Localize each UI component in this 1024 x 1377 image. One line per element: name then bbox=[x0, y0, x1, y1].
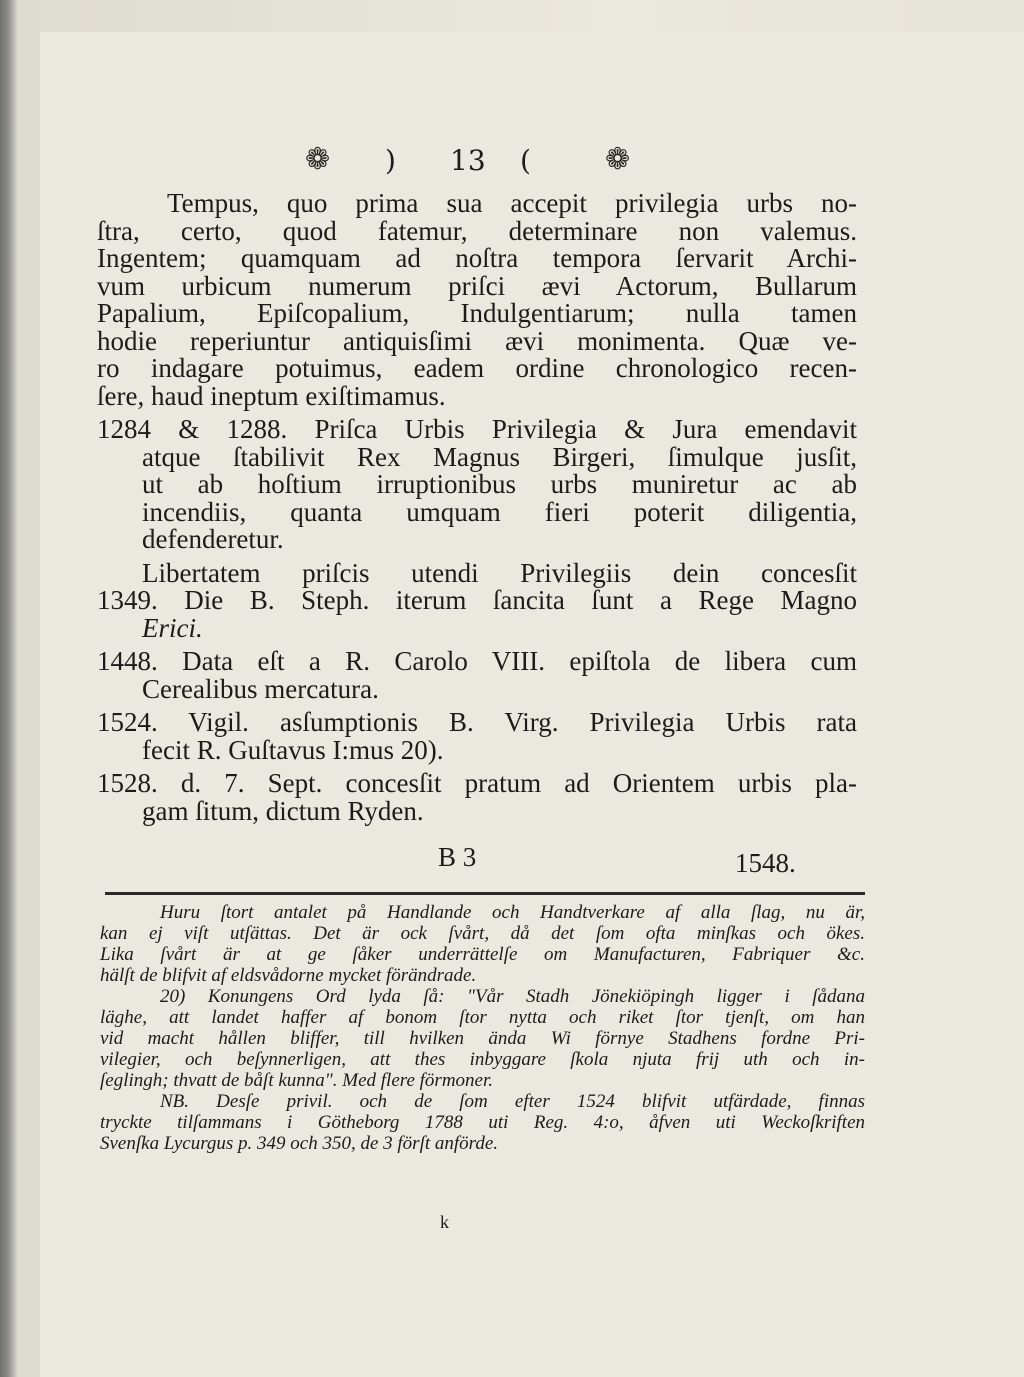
page-header bbox=[40, 142, 1024, 192]
footnote-line: Svenſka Lycurgus p. 349 och 350, de 3 förſt anförde. bbox=[100, 1133, 499, 1154]
footnote-line: Huru ſtort antalet på Handlande och Handtverkare af alla ſlag, nu är, bbox=[160, 902, 865, 923]
chronology-entry-1349 bbox=[97, 557, 857, 643]
footnote-divider bbox=[105, 892, 865, 895]
page-number: 13 bbox=[450, 144, 486, 177]
catchword: 1548. bbox=[735, 848, 796, 878]
text-line: 1349. Die B. Steph. iterum ſancita ſunt a Rege Magno bbox=[97, 585, 857, 615]
text-line: ro indagare potuimus, eadem ordine chronologico recen- bbox=[97, 353, 857, 383]
text-line: Tempus, quo prima sua accepit privilegia urbs no- bbox=[167, 188, 857, 218]
text-line: Libertatem priſcis utendi Privilegiis dein concesſit bbox=[142, 557, 857, 588]
text-line: 1284 & 1288. Priſca Urbis Privilegia & Jura emendavit bbox=[97, 414, 857, 444]
footnote-line: vid macht hållen bliffer, till hvilken ända Wi förnye Stadhens fordne Pri- bbox=[100, 1028, 865, 1049]
ornament-right-icon: ❁ bbox=[605, 142, 631, 177]
text-line: 1528. d. 7. Sept. concesſit pratum ad Orientem urbis pla- bbox=[97, 768, 857, 798]
chronology-entry-1284 bbox=[97, 416, 857, 554]
text-line: 1448. Data eſt a R. Carolo VIII. epiſtola de libera cum bbox=[97, 646, 857, 676]
footnote-line: vilegier, och beſynnerligen, att thes inbyggare ſkola njuta frij uth och in- bbox=[100, 1049, 865, 1070]
footnotes bbox=[100, 902, 865, 1154]
page-footer bbox=[40, 842, 1024, 882]
text-line: 1524. Vigil. asſumptionis B. Virg. Privilegia Urbis rata bbox=[97, 707, 857, 737]
text-line: vum urbicum numerum priſci ævi Actorum, Bullarum bbox=[97, 270, 857, 301]
header-paren-left: ) bbox=[385, 144, 396, 177]
text-line: Cerealibus mercatura. bbox=[142, 673, 379, 704]
ornament-left-icon: ❁ bbox=[305, 142, 331, 177]
chronology-entry-1524 bbox=[97, 709, 857, 764]
text-line: defenderetur. bbox=[142, 524, 284, 554]
bottom-mark: k bbox=[440, 1212, 449, 1232]
chronology-entry-1528 bbox=[97, 770, 857, 825]
footnote-line: tryckte tilſammans i Götheborg 1788 uti Reg. 4:o, åfven uti Weckoſkriften bbox=[100, 1112, 865, 1133]
signature-mark: B 3 bbox=[438, 842, 477, 872]
book-page bbox=[40, 32, 1024, 1377]
footnote-line: Lika ſvårt är at ge ſåker underrättelſe om Manufacturen, Fabriquer &c. bbox=[100, 944, 865, 965]
footnote-line: 20) Konungens Ord lyda ſå: "Vår Stadh Jönekiöpingh ligger i ſådana bbox=[160, 986, 865, 1007]
text-line: ut ab hoſtium irruptionibus urbs muniretur ac ab bbox=[142, 469, 857, 499]
footnote-line: ſeglingh; thvatt de båſt kunna". Med flere förmoner. bbox=[100, 1070, 494, 1091]
text-line: hodie reperiuntur antiquisſimi ævi monimenta. Quæ ve- bbox=[97, 325, 857, 356]
text-line: Papalium, Epiſcopalium, Indulgentiarum; nulla tamen bbox=[97, 298, 857, 328]
text-line: ſere, haud ineptum exiſtimamus. bbox=[97, 380, 446, 411]
footnote-line: läghe, att landet haffer af bonom ſtor nytta och riket ſtor tjenſt, om han bbox=[100, 1007, 865, 1028]
text-line: ſtra, certo, quod fatemur, determinare non valemus. bbox=[97, 215, 857, 246]
text-line: fecit R. Guſtavus I:mus 20). bbox=[142, 734, 444, 765]
footnote-line: NB. Desſe privil. och de ſom efter 1524 blifvit utfärdade, finnas bbox=[160, 1091, 865, 1112]
text-line: gam ſitum, dictum Ryden. bbox=[142, 795, 424, 826]
main-text bbox=[97, 190, 857, 825]
footnote-line: kan ej viſt utſättas. Det är ock ſvårt, då det ſom ofta minſkas och ökes. bbox=[100, 923, 865, 944]
text-line: Erici. bbox=[142, 612, 203, 643]
header-paren-right: ( bbox=[520, 144, 531, 177]
text-line: atque ſtabilivit Rex Magnus Birgeri, ſimulque jusſit, bbox=[142, 441, 857, 472]
text-line: Ingentem; quamquam ad noſtra tempora ſervarit Archi- bbox=[97, 243, 857, 273]
paragraph-intro bbox=[97, 190, 857, 410]
chronology-entry-1448 bbox=[97, 648, 857, 703]
text-line: incendiis, quanta umquam fieri poterit diligentia, bbox=[142, 496, 857, 527]
footnote-line: hälſt de blifvit af eldsvådorne mycket förändrade. bbox=[100, 965, 477, 986]
